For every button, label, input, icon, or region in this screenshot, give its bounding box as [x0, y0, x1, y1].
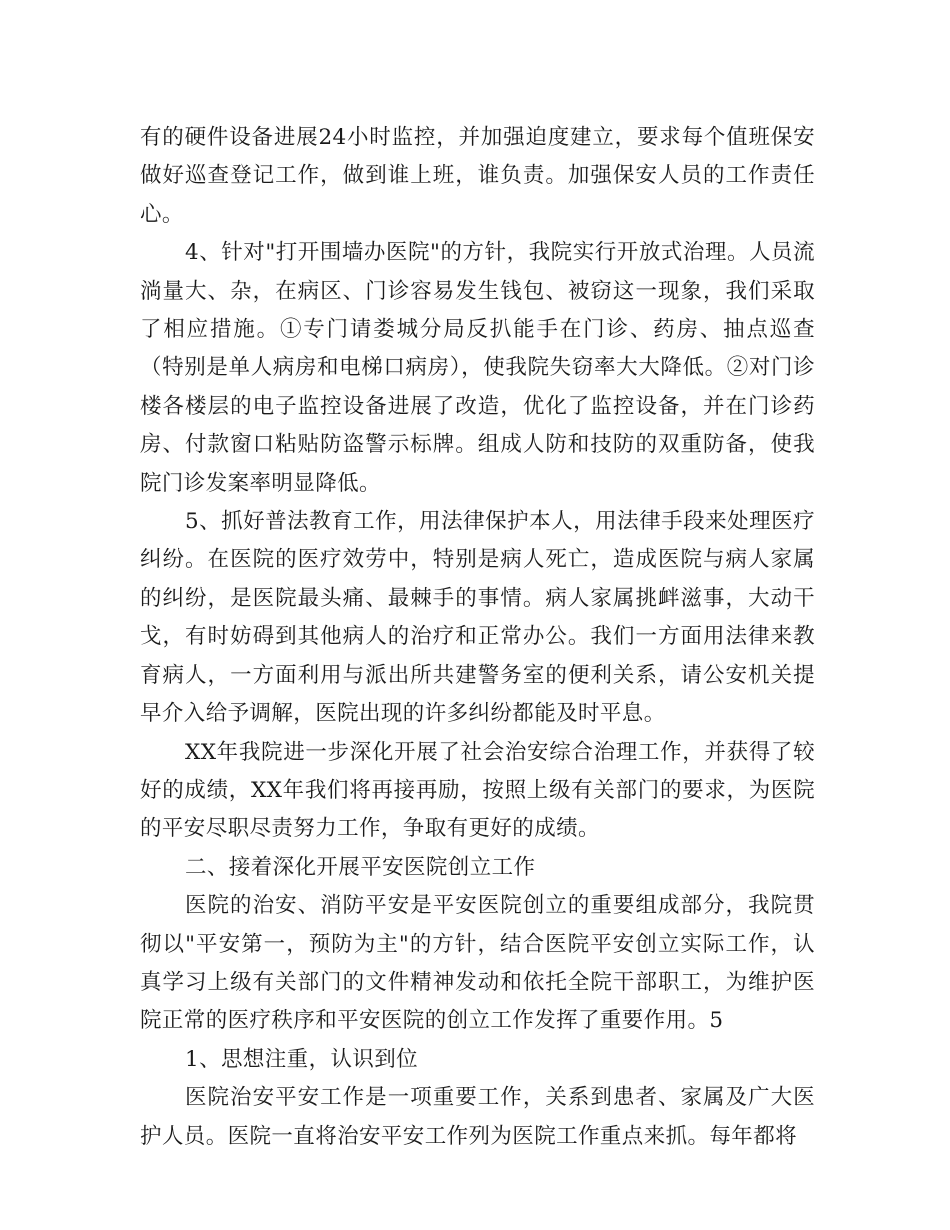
paragraph-1: 有的硬件设备进展24小时监控，并加强迫度建立，要求每个值班保安做好巡查登记工作，做到谁上班，谁负责。加强保安人员的工作责任心。 [140, 125, 815, 227]
paragraph-2: 4、针对"打开围墙办医院"的方针，我院实行开放式治理。人员流淌量大、杂，在病区、门诊容易发生钱包、被窃这一现象，我们采取了相应措施。①专门请娄城分局反扒能手在门诊、药房、抽点巡查（特别是单人病房和电梯口病房），使我院失窃率大大降低。②对门诊楼各楼层的电子监控设备进展了改造，优化了监控设备，并在门诊药房、付款窗口粘贴防盗警示标牌。组成人防和技防的双重防备，使我院门诊发案率明显降低。 [140, 240, 815, 496]
subsection-heading-1: 1、思想注重，认识到位 [185, 1046, 419, 1072]
section-heading-2: 二、接着深化开展平安医院创立工作 [185, 854, 536, 880]
paragraph-6: 医院治安平安工作是一项重要工作，关系到患者、家属及广大医护人员。医院一直将治安平安工作列为医院工作重点来抓。每年都将 [140, 1085, 815, 1149]
paragraph-3: 5、抓好普法教育工作，用法律保护本人，用法律手段来处理医疗纠纷。在医院的医疗效劳中，特别是病人死亡，造成医院与病人家属的纠纷，是医院最头痛、最棘手的事情。病人家属挑衅滋事，大动干戈，有时妨碍到其他病人的治疗和正常办公。我们一方面用法律来教育病人，一方面利用与派出所共建警务室的便利关系，请公安机关提早介入给予调解，医院出现的许多纠纷都能及时平息。 [140, 509, 815, 727]
document-body [140, 119, 815, 1156]
paragraph-5: 医院的治安、消防平安是平安医院创立的重要组成部分，我院贯彻以"平安第一，预防为主"的方针，结合医院平安创立实际工作，认真学习上级有关部门的文件精神发动和依托全院干部职工，为维护医院正常的医疗秩序和平安医院的创立工作发挥了重要作用。5 [140, 893, 815, 1034]
paragraph-4: XX年我院进一步深化开展了社会治安综合治理工作，并获得了较好的成绩，XX年我们将再接再励，按照上级有关部门的要求，为医院的平安尽职尽责努力工作，争取有更好的成绩。 [140, 739, 815, 842]
